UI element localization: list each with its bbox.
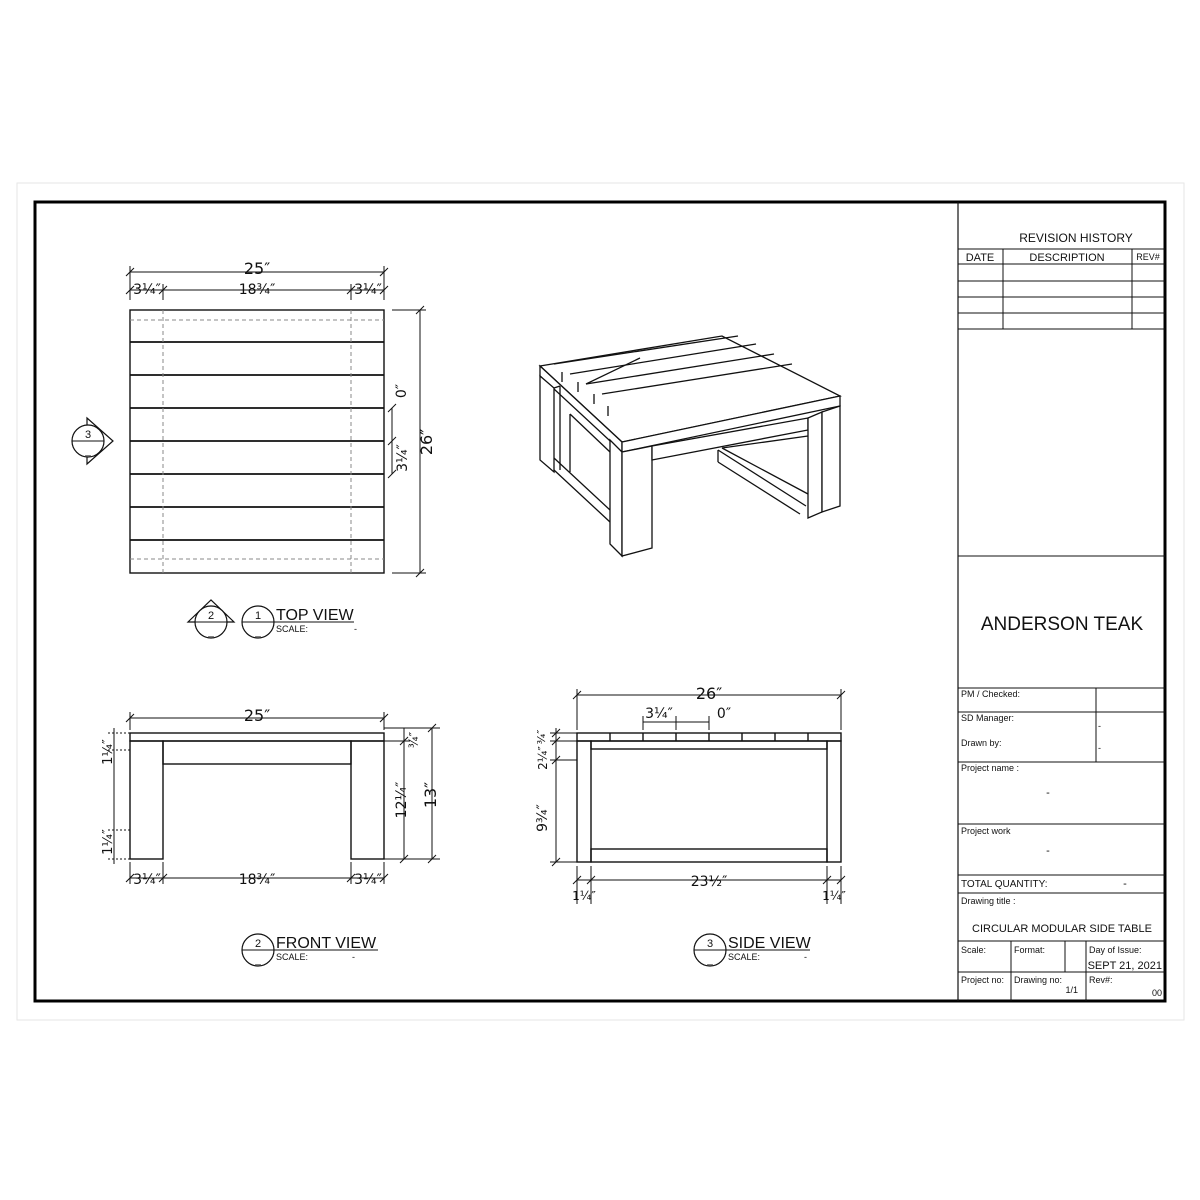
side-view-marker (72, 418, 113, 464)
svg-text:1¼″: 1¼″ (101, 739, 116, 765)
svg-text:3¼″: 3¼″ (645, 706, 673, 722)
svg-text:1¼″: 1¼″ (101, 829, 116, 855)
svg-text:1¼″: 1¼″ (572, 889, 596, 903)
svg-text:23½″: 23½″ (690, 874, 728, 890)
top-view-title (188, 600, 357, 638)
svg-text:_: _ (255, 955, 261, 966)
svg-text:0″: 0″ (716, 706, 732, 722)
top-depth-dim: 26″ (417, 428, 436, 456)
top-view-scale-label: SCALE: (276, 624, 309, 634)
svg-text:-: - (352, 952, 355, 962)
pm-checked-label: PM / Checked: (961, 689, 1021, 699)
svg-text:Project no:: Project no: (961, 975, 1005, 985)
drawing-no-value: 1/1 (1065, 985, 1078, 995)
svg-text:Day of Issue:: Day of Issue: (1089, 945, 1142, 955)
svg-text:SCALE:: SCALE: (276, 952, 309, 962)
side-view (535, 684, 846, 966)
rev-header-description: DESCRIPTION (1029, 252, 1105, 264)
title-block (958, 202, 1165, 1001)
drawing-title-label: Drawing title : (961, 896, 1016, 906)
drawing-title-value: CIRCULAR MODULAR SIDE TABLE (972, 923, 1152, 935)
top-left-dim: 3¼″ (133, 282, 161, 298)
svg-text:3: 3 (84, 429, 92, 441)
svg-text:¾″: ¾″ (407, 731, 421, 749)
svg-text:Scale:: Scale: (961, 945, 987, 955)
top-view (72, 259, 436, 638)
svg-text:_: _ (85, 446, 91, 457)
rev-value: 00 (1151, 988, 1162, 998)
svg-text:_: _ (255, 627, 261, 638)
side-depth-dim: 26″ (695, 684, 723, 703)
svg-text:-: - (1123, 878, 1127, 890)
svg-text:SCALE:: SCALE: (728, 952, 761, 962)
total-quantity-label: TOTAL QUANTITY: (961, 879, 1048, 890)
side-view-title (694, 934, 812, 966)
svg-text:9¾″: 9¾″ (535, 804, 551, 832)
svg-text:3: 3 (706, 938, 714, 950)
sd-manager-label: SD Manager: (961, 713, 1015, 723)
svg-text:¾″: ¾″ (535, 729, 548, 745)
company-name: ANDERSON TEAK (980, 614, 1144, 635)
svg-text:Format:: Format: (1014, 945, 1046, 955)
top-slat-dim: 3¼″ (395, 444, 411, 472)
front-view-title (242, 934, 378, 966)
front-view-label: FRONT VIEW (276, 935, 377, 952)
project-name-label: Project name : (961, 763, 1020, 773)
svg-text:3¼″: 3¼″ (133, 872, 161, 888)
svg-text:18¾″: 18¾″ (238, 872, 276, 888)
svg-text:13″: 13″ (421, 781, 440, 809)
svg-text:2: 2 (254, 938, 262, 950)
svg-text:Rev#:: Rev#: (1089, 975, 1113, 985)
svg-text:Drawing no:: Drawing no: (1014, 975, 1063, 985)
top-view-label: TOP VIEW (276, 607, 354, 624)
outer-sheet-edge (17, 183, 1184, 1020)
drawn-by-label: Drawn by: (961, 738, 1002, 748)
svg-text:2: 2 (207, 610, 215, 622)
top-middle-dim: 18¾″ (238, 282, 276, 298)
svg-text:-: - (1098, 721, 1101, 731)
revision-history-title: REVISION HISTORY (1019, 231, 1133, 245)
svg-text:-: - (1098, 743, 1101, 753)
svg-text:_: _ (208, 627, 214, 638)
svg-text:12¼″: 12¼″ (394, 781, 410, 819)
svg-text:1: 1 (254, 610, 262, 622)
svg-text:3¼″: 3¼″ (354, 872, 382, 888)
svg-text:-: - (804, 952, 807, 962)
side-view-label: SIDE VIEW (728, 935, 811, 952)
day-of-issue-value: SEPT 21, 2021 (1087, 960, 1162, 972)
top-right-dim: 3¼″ (354, 282, 382, 298)
isometric-view (540, 336, 840, 556)
top-gap-dim: 0″ (394, 383, 410, 399)
front-width-dim: 25″ (243, 706, 271, 725)
svg-text:1¼″: 1¼″ (822, 889, 846, 903)
svg-text:-: - (354, 624, 357, 634)
project-work-label: Project work (961, 826, 1011, 836)
rev-header-rev: REV# (1136, 252, 1160, 262)
rev-header-date: DATE (965, 252, 995, 264)
front-view (101, 706, 440, 966)
svg-text:-: - (1046, 787, 1050, 799)
svg-text:2¼″: 2¼″ (536, 746, 550, 770)
svg-text:-: - (1046, 845, 1050, 857)
top-width-dim: 25″ (243, 259, 271, 278)
svg-text:_: _ (707, 955, 713, 966)
